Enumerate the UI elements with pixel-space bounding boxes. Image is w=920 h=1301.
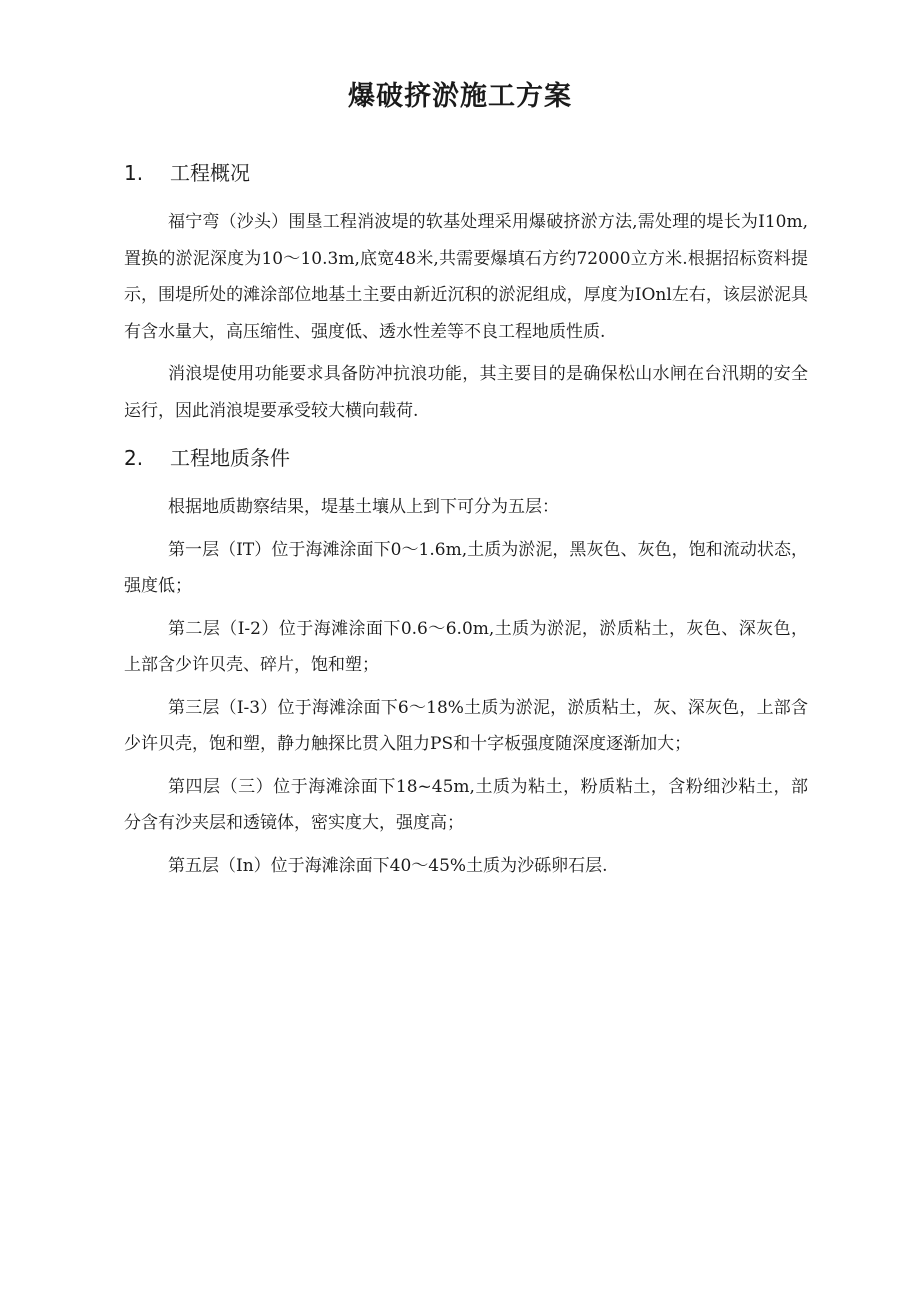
paragraph: 第三层（I-3）位于海滩涂面下6～18%土质为淤泥，淤质粘土，灰、深灰色，上部含少许贝壳，饱和塑，静力触探比贯入阻力PS和十字板强度随深度逐渐加大；	[124, 697, 808, 754]
paragraph: 福宁弯（沙头）围垦工程消波堤的软基处理采用爆破挤淤方法,需处理的堤长为I10m,置换的淤泥深度为10～10.3m,底宽48米,共需要爆填石方约72000立方米.根据招标资料提示，围堤所处的滩涂部位地基土主要由新近沉积的淤泥组成，厚度为IOnl左右，该层淤泥具有含水量大，高压缩性、强度低、透水性差等不良工程地质性质.	[124, 212, 808, 342]
section-number: 2.	[124, 446, 144, 470]
paragraph: 第二层（I-2）位于海滩涂面下0.6～6.0m,土质为淤泥，淤质粘土，灰色、深灰色，上部含少许贝壳、碎片，饱和塑；	[124, 618, 808, 675]
document-title: 爆破挤淤施工方案	[348, 81, 572, 112]
section-title: 工程概况	[170, 161, 250, 185]
section-heading-geology	[124, 441, 808, 475]
section-number: 1.	[124, 161, 144, 185]
paragraph: 第一层（IT）位于海滩涂面下0～1.6m,土质为淤泥，黑灰色、灰色，饱和流动状态，强度低；	[124, 539, 808, 596]
paragraph: 第四层（三）位于海滩涂面下18~45m,土质为粘土，粉质粘土，含粉细沙粘土，部分含有沙夹层和透镜体，密实度大，强度高；	[124, 776, 808, 833]
paragraph: 第五层（In）位于海滩涂面下40～45%土质为沙砾卵石层.	[168, 855, 608, 876]
paragraph: 根据地质勘察结果，堤基土壤从上到下可分为五层：	[168, 497, 559, 517]
paragraph: 消浪堤使用功能要求具备防冲抗浪功能，其主要目的是确保松山水闸在台汛期的安全运行，因此消浪堤要承受较大横向载荷.	[124, 364, 808, 421]
section-title: 工程地质条件	[170, 446, 290, 470]
section-heading-overview	[124, 156, 808, 190]
document-body	[124, 156, 808, 890]
